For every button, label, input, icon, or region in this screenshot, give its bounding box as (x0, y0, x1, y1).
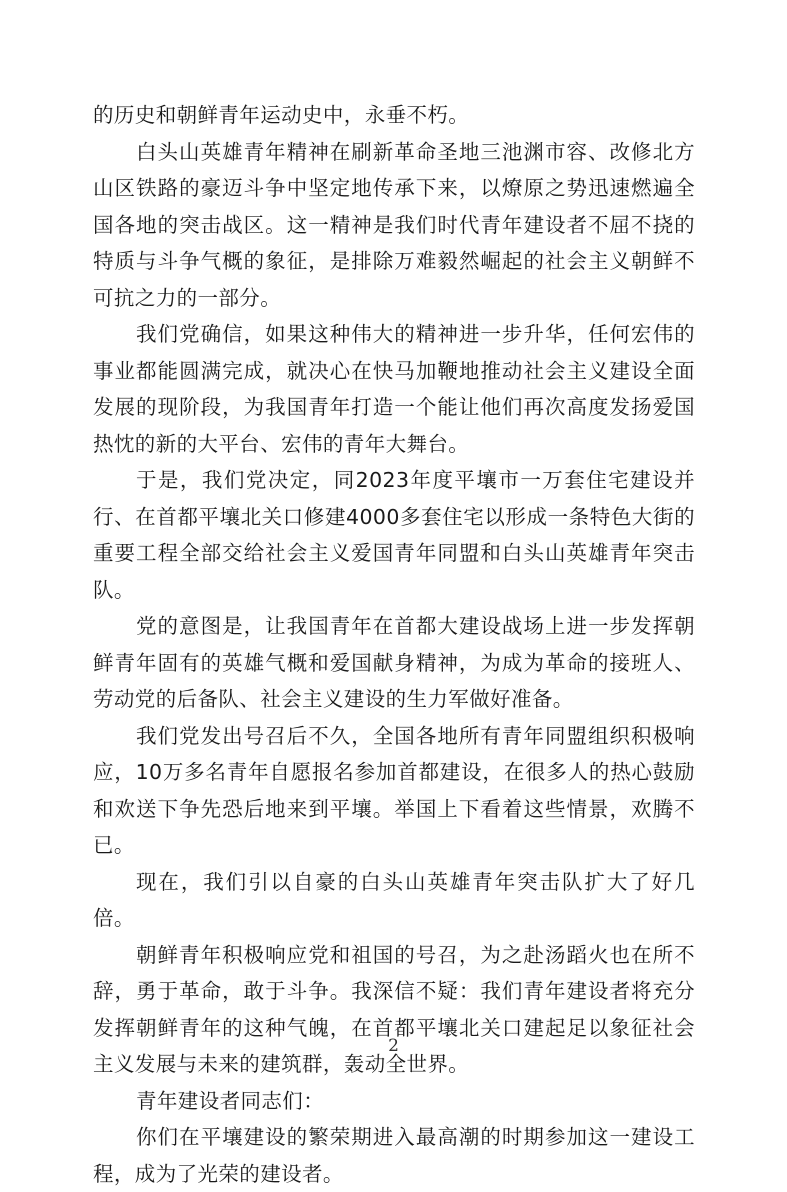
body-text (93, 97, 695, 1192)
page-number: 2 (388, 1036, 399, 1056)
paragraph-8: 朝鲜青年积极响应党和祖国的号召，为之赴汤蹈火也在所不辞，勇于革命，敢于斗争。我深信不疑：我们青年建设者将充分发挥朝鲜青年的这种气魄，在首都平壤北关口建起足以象征社会主义发展与未来的建筑群，轰动全世界。 (93, 942, 695, 1076)
paragraph-3: 我们党确信，如果这种伟大的精神进一步升华，任何宏伟的事业都能圆满完成，就决心在快马加鞭地推动社会主义建设全面发展的现阶段，为我国青年打造一个能让他们再次高度发扬爱国热忱的新的大平台、宏伟的青年大舞台。 (93, 322, 695, 456)
paragraph-10: 你们在平壤建设的繁荣期进入最高潮的时期参加这一建设工程，成为了光荣的建设者。 (93, 1125, 695, 1186)
paragraph-5: 党的意图是，让我国青年在首都大建设战场上进一步发挥朝鲜青年固有的英雄气概和爱国献身精神，为成为革命的接班人、劳动党的后备队、社会主义建设的生力军做好准备。 (93, 614, 695, 711)
paragraph-1: 的历史和朝鲜青年运动史中，永垂不朽。 (93, 103, 470, 127)
paragraph-2: 白头山英雄青年精神在刷新革命圣地三池渊市容、改修北方山区铁路的豪迈斗争中坚定地传承下来，以燎原之势迅速燃遍全国各地的突击战区。这一精神是我们时代青年建设者不屈不挠的特质与斗争气概的象征，是排除万难毅然崛起的社会主义朝鲜不可抗之力的一部分。 (93, 139, 695, 310)
paragraph-6: 我们党发出号召后不久，全国各地所有青年同盟组织积极响应，10万多名青年自愿报名参加首都建设，在很多人的热心鼓励和欢送下争先恐后地来到平壤。举国上下看着这些情景，欢腾不已。 (93, 723, 695, 857)
paragraph-4: 于是，我们党决定，同2023年度平壤市一万套住宅建设并行、在首都平壤北关口修建4000多套住宅以形成一条特色大街的重要工程全部交给社会主义爱国青年同盟和白头山英雄青年突击队。 (93, 468, 695, 602)
paragraph-9: 青年建设者同志们： (136, 1088, 325, 1113)
paragraph-7: 现在，我们引以自豪的白头山英雄青年突击队扩大了好几倍。 (93, 869, 695, 930)
